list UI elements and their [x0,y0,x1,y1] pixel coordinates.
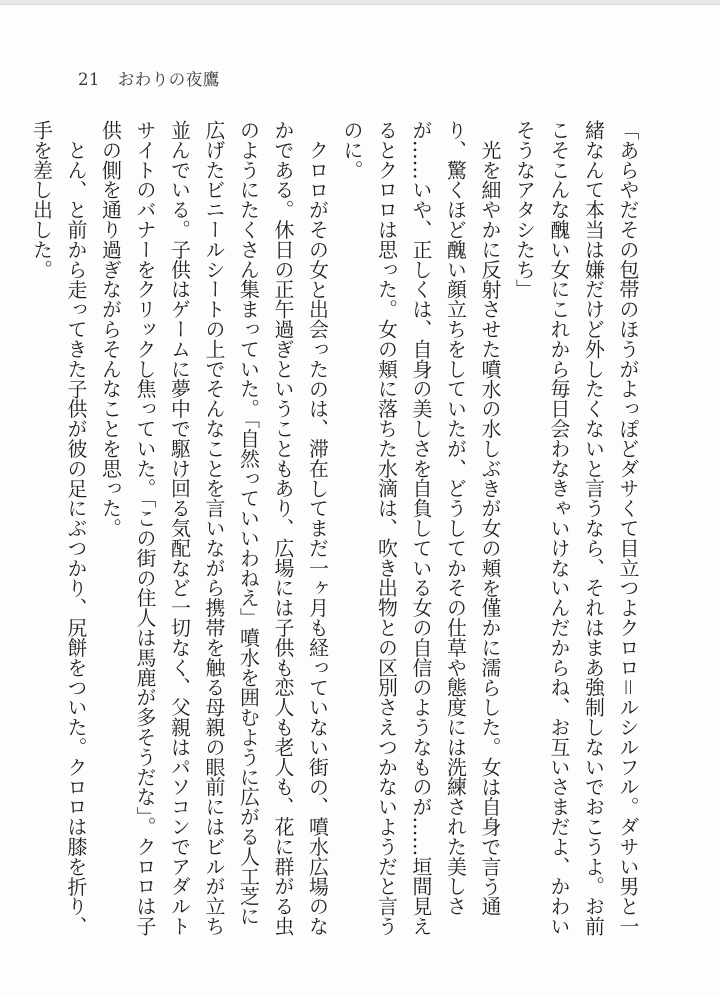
paragraph: とん、と前から走ってきた子供が彼の足にぶつかり、尻餅をついた。クロロは膝を折り、手を差し出した。 [29,120,87,936]
paragraph-dialogue: 「あらやだその包帯のほうがよっぽどダサくて目立つよクロロ＝ルシルフル。ダサい男と一緒なんて本当は嫌だけど外したくないと言うなら、それはまあ強制しないでおこうよ。お前こそこんな醜い女にこれから毎日会わなきゃいけないんだからね、お互いさまだよ、かわいそうなアタシたち」 [512,120,639,936]
running-header [78,66,220,90]
vertical-body-text [29,120,644,940]
top-edge-rule [0,0,720,5]
page-number: 21 [78,70,100,89]
paragraph: クロロがその女と出会ったのは、滞在してまだ一ヶ月も経っていない街の、噴水広場のなかである。休日の正午過ぎということもあり、広場には子供も恋人も老人も、花に群がる虫のようにたくさん集まっていた。「自然っていいわねえ」噴水を囲むように広がる人工芝に広げたビニールシートの上でそんなことを言いながら携帯を触る母親の眼前にはビルが立ち並んでいる。子供はゲームに夢中で駆け回る気配など一切なく、父親はパソコンでアダルトサイトのバナーをクリックし焦っていた。「この街の住人は馬鹿が多そうだな」。クロロは子供の側を通り過ぎながらそんなことを思った。 [98,120,329,936]
paragraph: 光を細やかに反射させた噴水の水しぶきが女の頬を僅かに濡らした。女は自身で言う通り、驚くほど醜い顔立ちをしていたが、どうしてかその仕草や態度には洗練された美しさが……いや、正しくは、自身の美しさを自負している女の自信のようなものが……垣間見えるとクロロは思った。女の頬に落ちた水滴は、吹き出物との区別さえつかないようだと言うのに。 [340,120,501,936]
chapter-title: おわりの夜鷹 [117,70,220,89]
